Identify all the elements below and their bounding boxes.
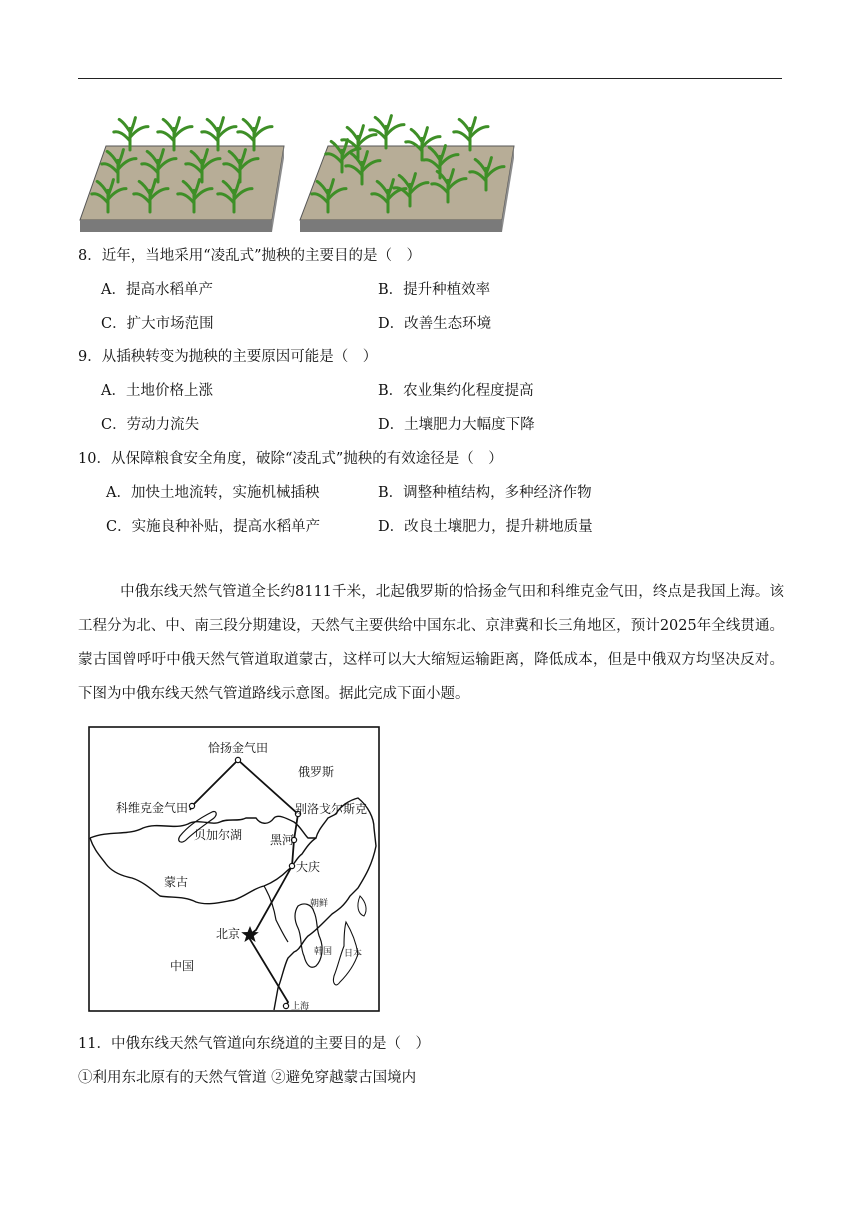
question-8-stem: 8．近年，当地采用“凌乱式”抛秧的主要目的是（ ） bbox=[78, 248, 422, 264]
question-10-option-c[interactable]: C．实施良种补贴，提高水稻单产 bbox=[106, 519, 321, 535]
question-10-option-b[interactable]: B．调整种植结构，多种经济作物 bbox=[378, 485, 592, 501]
question-8-option-a[interactable]: A．提高水稻单产 bbox=[101, 282, 213, 298]
map-label-beijing: 北京 bbox=[216, 927, 241, 941]
pipeline-passage bbox=[78, 575, 784, 711]
pipeline-route-map bbox=[88, 726, 380, 1012]
map-label-korea: 朝鲜 bbox=[310, 899, 329, 909]
question-9-stem: 9．从插秧转变为抛秧的主要原因可能是（ ） bbox=[78, 349, 378, 365]
map-label-belogorsk: 别洛戈尔斯克 bbox=[295, 802, 368, 816]
map-label-heihe: 黑河 bbox=[270, 833, 295, 847]
map-label-chayangin: 恰扬金气田 bbox=[208, 741, 269, 755]
header-rule bbox=[78, 78, 782, 79]
map-label-baikal: 贝加尔湖 bbox=[194, 828, 243, 842]
question-8-option-d[interactable]: D．改善生态环境 bbox=[378, 316, 492, 332]
map-label-mongolia: 蒙古 bbox=[164, 875, 189, 889]
map-label-kovykta: 科维克金气田 bbox=[116, 801, 189, 815]
map-label-china: 中国 bbox=[170, 959, 195, 973]
question-10-stem: 10．从保障粮食安全角度，破除“凌乱式”抛秧的有效途径是（ ） bbox=[78, 451, 503, 467]
question-9-option-a[interactable]: A．土地价格上涨 bbox=[101, 383, 213, 399]
question-10-option-a[interactable]: A．加快土地流转，实施机械插秧 bbox=[106, 485, 320, 501]
question-10-option-d[interactable]: D．改良土壤肥力，提升耕地质量 bbox=[378, 519, 593, 535]
orderly-rice-field-figure bbox=[78, 112, 288, 240]
question-8-option-c[interactable]: C．扩大市场范围 bbox=[101, 316, 214, 332]
map-label-russia: 俄罗斯 bbox=[298, 765, 335, 779]
pipeline-passage-text: 中俄东线天然气管道全长约8111千米，北起俄罗斯的恰扬金气田和科维克金气田，终点是我国上海。该工程分为北、中、南三段分期建设，天然气主要供给中国东北、京津冀和长三角地区，预计2025年全线贯通。蒙古国曾呼吁中俄天然气管道取道蒙古，这样可以大大缩短运输距离，降低成本，但是中俄双方均坚决反对。下图为中俄东线天然气管道路线示意图。据此完成下面小题。 bbox=[78, 584, 784, 702]
question-11-statements: ①利用东北原有的天然气管道 ②避免穿越蒙古国境内 bbox=[78, 1070, 417, 1086]
question-8-option-b[interactable]: B．提升种植效率 bbox=[378, 282, 491, 298]
map-label-korea-s: 韩国 bbox=[314, 947, 333, 957]
map-label-shanghai: 上海 bbox=[291, 1002, 310, 1012]
map-label-japan: 日本 bbox=[344, 949, 363, 959]
scattered-rice-field-figure bbox=[298, 112, 520, 240]
question-9-option-b[interactable]: B．农业集约化程度提高 bbox=[378, 383, 534, 399]
map-label-daqing: 大庆 bbox=[296, 860, 321, 874]
question-11-stem: 11．中俄东线天然气管道向东绕道的主要目的是（ ） bbox=[78, 1036, 430, 1052]
question-9-option-c[interactable]: C．劳动力流失 bbox=[101, 417, 200, 433]
question-9-option-d[interactable]: D．土壤肥力大幅度下降 bbox=[378, 417, 535, 433]
